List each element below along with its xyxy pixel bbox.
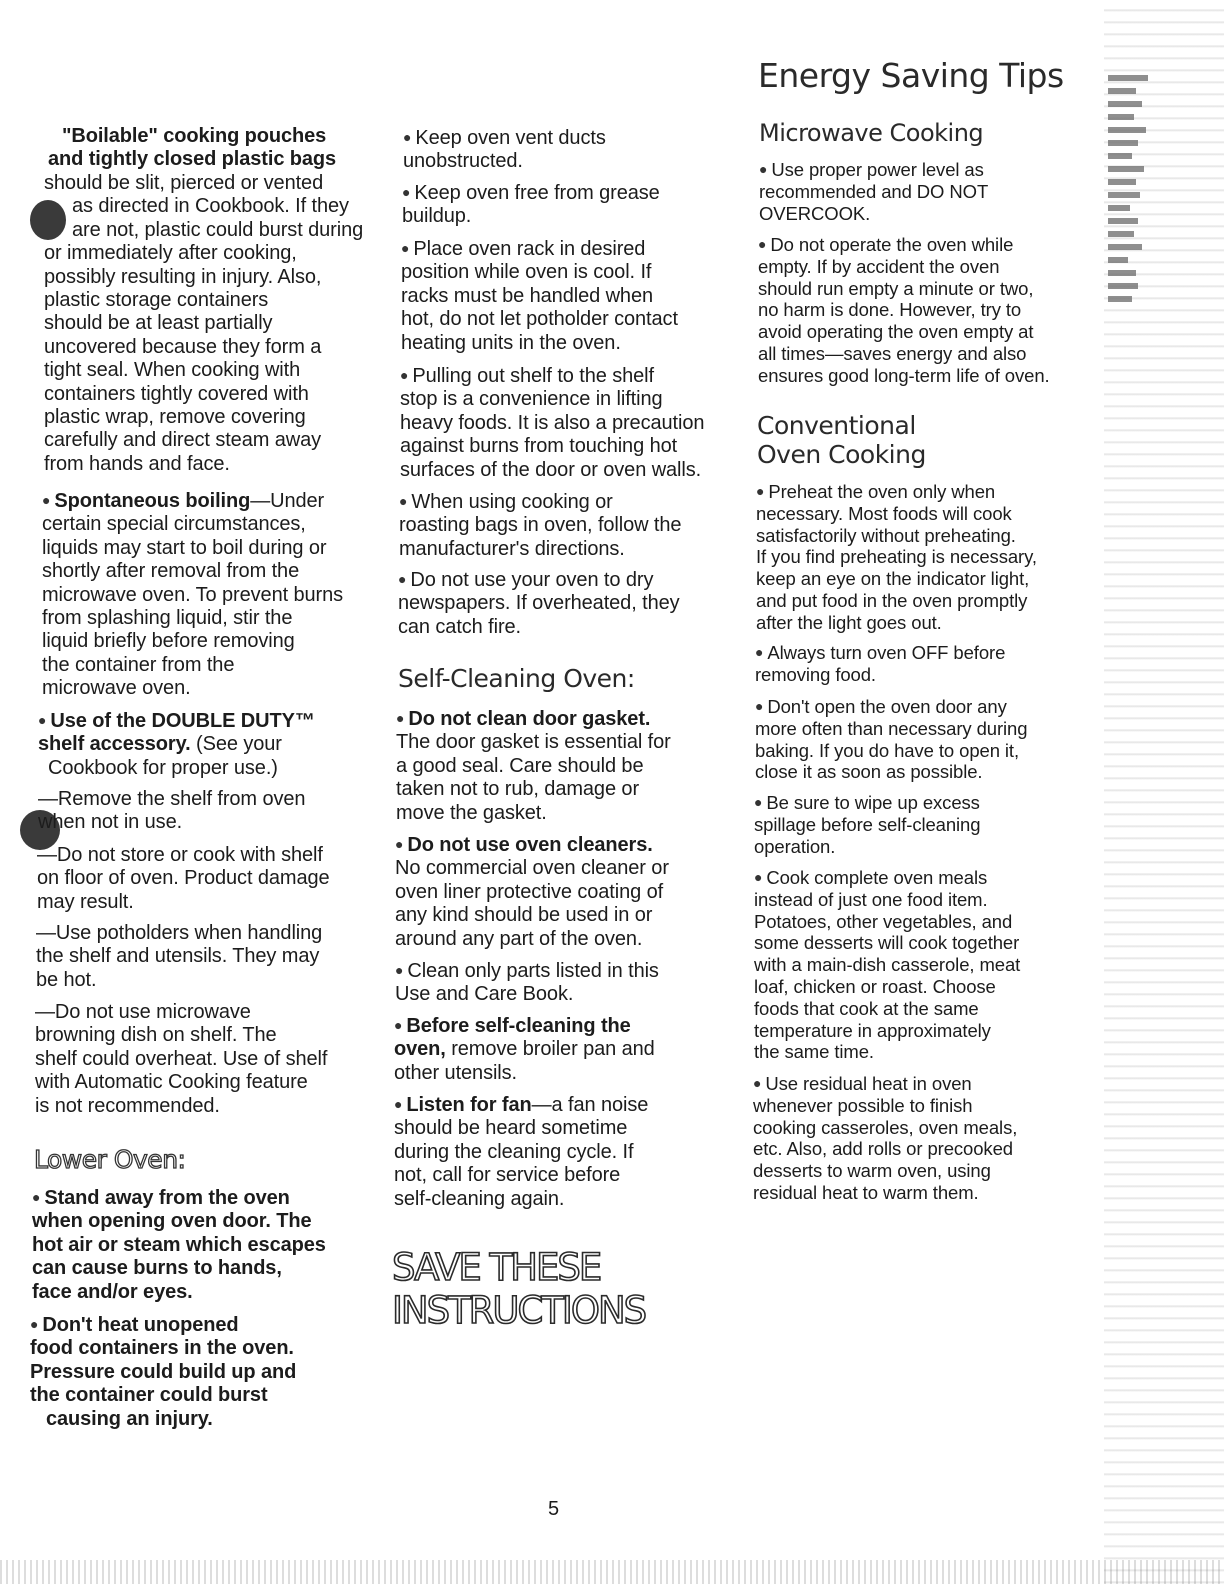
cleaners-lead: Do not use oven cleaners. [407, 834, 653, 856]
bullet-icon: ● [401, 240, 410, 256]
text-line: operation. [754, 835, 836, 857]
spontaneous-tail: —Under [250, 490, 325, 512]
text-line: Place oven rack in desired [413, 238, 646, 260]
text-line: avoid operating the oven empty at [758, 321, 1034, 343]
boilable-body [44, 172, 363, 476]
text-line: satisfactorily without preheating. [756, 524, 1016, 546]
tip-grease [402, 181, 660, 229]
bullet-icon: ● [30, 1316, 39, 1332]
text-line: should be heard sometime [394, 1117, 628, 1140]
text-line: —Use potholders when handling [36, 922, 323, 944]
bullet-icon: ● [394, 1096, 403, 1112]
bullet-icon: ● [396, 710, 405, 726]
text-line: should be slit, pierced or vented [44, 172, 324, 194]
stand-away [32, 1186, 326, 1304]
text-line: heating units in the oven. [401, 331, 621, 354]
text-line: Use and Care Book. [395, 983, 574, 1006]
text-line: Keep oven vent ducts [415, 127, 606, 149]
text-line: some desserts will cook together [754, 932, 1020, 954]
remove-shelf [38, 788, 305, 835]
text-line: after the light goes out. [756, 611, 942, 633]
text-line: heavy foods. It is also a precaution [400, 411, 705, 434]
text-line: When using cooking or [411, 491, 613, 513]
text-line: or immediately after cooking, [44, 242, 297, 265]
text-line: against burns from touching hot [400, 435, 678, 458]
text-line: microwave oven. [42, 677, 191, 700]
text-line: any kind should be used in or [395, 904, 653, 927]
bullet-icon: ● [38, 712, 47, 728]
text-line: liquid briefly before removing [42, 630, 295, 653]
text-line: other utensils. [394, 1061, 518, 1084]
text-line: close it as soon as possible. [755, 761, 983, 783]
text-line: newspapers. If overheated, they [398, 592, 680, 615]
text-line: Do not use your oven to dry [410, 569, 654, 591]
self-cleaning-heading: Self-Cleaning Oven: [398, 664, 635, 693]
double-duty-tail: (See your [190, 733, 282, 756]
text-line: can cause burns to hands, [32, 1257, 282, 1280]
conventional-oven-heading [757, 411, 926, 469]
text-line: self-cleaning again. [394, 1187, 565, 1210]
tip-empty [758, 234, 1050, 387]
do-not-store [37, 844, 330, 914]
double-duty-line-2 [38, 733, 315, 756]
tip-gasket [396, 707, 671, 825]
text-line: as directed in Cookbook. If they [72, 195, 349, 218]
page-title: Energy Saving Tips [758, 56, 1064, 95]
text-line: If you find preheating is necessary, [756, 546, 1037, 568]
text-line: microwave oven. To prevent burns [42, 583, 344, 606]
lower-oven-heading: Lower Oven: [34, 1145, 186, 1174]
spontaneous-boiling [42, 489, 343, 701]
text-line: Pressure could build up and [30, 1360, 297, 1383]
text-line: all times—saves energy and also [758, 342, 1027, 364]
text-line: may result. [37, 890, 134, 913]
bullet-icon: ● [756, 483, 765, 499]
text-line: manufacturer's directions. [399, 537, 625, 560]
listen-lead: Listen for fan [406, 1094, 532, 1116]
text-line: residual heat to warm them. [753, 1181, 979, 1203]
text-line: causing an injury. [46, 1407, 213, 1430]
text-line: Don't heat unopened [42, 1314, 239, 1336]
text-line: with Automatic Cooking feature [35, 1071, 308, 1094]
text-line: Don't open the oven door any [767, 696, 1007, 717]
tip-meals [754, 867, 1020, 1063]
text-line: plastic storage containers [44, 289, 269, 312]
text-line: is not recommended. [35, 1094, 220, 1117]
text-line: unobstructed. [403, 150, 523, 173]
bullet-icon: ● [398, 571, 407, 587]
text-line: and put food in the oven promptly [756, 589, 1028, 611]
tip-cleaners [395, 833, 669, 951]
text-line: removing food. [755, 663, 876, 685]
text-line: Use residual heat in oven [765, 1073, 972, 1094]
text-line: from splashing liquid, stir the [42, 607, 293, 630]
text-line: carefully and direct steam away [44, 429, 322, 452]
text-line: during the cleaning cycle. If [394, 1140, 634, 1163]
tip-power [759, 159, 988, 224]
listen-tail: —a fan noise [531, 1094, 649, 1116]
text-line: when opening oven door. The [32, 1210, 312, 1233]
text-line: loaf, chicken or roast. Choose [754, 975, 996, 997]
text-line: cooking casseroles, oven meals, [753, 1116, 1018, 1138]
text-line: no harm is done. However, try to [758, 299, 1022, 321]
microwave-cooking-heading: Microwave Cooking [759, 119, 984, 147]
browning-dish [35, 1001, 327, 1118]
text-line: more often than necessary during [755, 717, 1028, 739]
tip-rack [401, 237, 678, 355]
text-line: Use proper power level as [771, 159, 984, 180]
boilable-line-2: and tightly closed plastic bags [48, 148, 337, 171]
tip-listen-fan [394, 1093, 648, 1211]
boilable-heading [48, 125, 337, 172]
tip-before-self-cleaning [394, 1014, 655, 1085]
tip-bags [399, 490, 681, 561]
tip-wipe [754, 792, 980, 857]
bullet-icon: ● [754, 794, 763, 810]
text-line: possibly resulting in injury. Also, [44, 265, 322, 288]
text-line: with a main-dish casserole, meat [754, 954, 1021, 976]
text-line: face and/or eyes. [32, 1280, 193, 1303]
text-line: the shelf and utensils. They may [36, 945, 320, 968]
tip-door [755, 696, 1027, 783]
text-line: instead of just one food item. [754, 888, 988, 910]
bullet-icon: ● [42, 492, 51, 508]
text-line: liquids may start to boil during or [42, 536, 327, 559]
tip-clean-only [395, 959, 659, 1007]
bullet-icon: ● [395, 962, 404, 978]
text-line: Do not operate the oven while [770, 234, 1014, 255]
gasket-lead: Do not clean door gasket. [408, 708, 651, 730]
text-line: the container could burst [30, 1384, 268, 1407]
bullet-icon: ● [394, 1017, 403, 1033]
before-tail: remove broiler pan and [445, 1038, 655, 1061]
double-duty-lead: Use of the DOUBLE DUTY™ [50, 710, 315, 732]
bullet-icon: ● [32, 1189, 41, 1205]
text-line: certain special circumstances, [42, 513, 306, 536]
bullet-icon: ● [395, 836, 404, 852]
text-line: oven liner protective coating of [395, 880, 664, 903]
text-line: Clean only parts listed in this [407, 960, 659, 982]
text-line: surfaces of the door or oven walls. [400, 458, 702, 481]
conventional-line-1: Conventional [757, 411, 916, 440]
text-line: —Do not use microwave [35, 1001, 251, 1023]
use-potholders [36, 922, 322, 992]
bullet-icon: ● [403, 129, 412, 145]
tip-pulling [400, 364, 704, 482]
text-line: temperature in approximately [754, 1019, 991, 1041]
double-duty-line-1 [38, 709, 315, 733]
text-line: —Do not store or cook with shelf [37, 844, 323, 866]
dont-heat-unopened [30, 1313, 296, 1431]
bullet-icon: ● [399, 493, 408, 509]
text-line: spillage before self-cleaning [754, 813, 981, 835]
text-line: tight seal. When cooking with [44, 359, 301, 382]
text-line: baking. If you do have to open it, [755, 739, 1020, 761]
text-line: a good seal. Care should be [396, 754, 644, 777]
text-line: stop is a convenience in lifting [400, 388, 663, 411]
text-line: be hot. [36, 968, 97, 991]
double-duty-lead-2: shelf accessory. [38, 733, 191, 756]
save-line-2: INSTRUCTIONS [392, 1289, 646, 1332]
text-line: OVERCOOK. [759, 202, 871, 224]
text-line: browning dish on shelf. The [35, 1024, 277, 1047]
before-lead-2: oven, [394, 1038, 446, 1061]
text-line: should be at least partially [44, 312, 273, 335]
text-line: Be sure to wipe up excess [766, 792, 980, 813]
text-line: when not in use. [38, 811, 183, 834]
text-line: not, call for service before [394, 1164, 621, 1187]
text-line: —Remove the shelf from oven [38, 788, 306, 810]
text-line: around any part of the oven. [395, 927, 643, 950]
text-line: taken not to rub, damage or [396, 778, 640, 801]
scan-edge-marks [1108, 75, 1168, 309]
save-line-1: SAVE THESE [392, 1246, 601, 1289]
text-line: the container from the [42, 653, 235, 676]
text-line: plastic wrap, remove covering [44, 406, 306, 429]
text-line: Cook complete oven meals [766, 867, 988, 888]
tip-residual [753, 1073, 1017, 1204]
bullet-icon: ● [755, 698, 764, 714]
text-line: No commercial oven cleaner or [395, 857, 669, 880]
text-line: Keep oven free from grease [414, 182, 660, 204]
text-line: recommended and DO NOT [759, 180, 989, 202]
tip-off [755, 642, 1005, 686]
text-line: from hands and face. [44, 452, 230, 475]
text-line: Cookbook for proper use.) [48, 756, 278, 779]
text-line: foods that cook at the same [754, 997, 979, 1019]
text-line: desserts to warm oven, using [753, 1160, 991, 1182]
text-line: containers tightly covered with [44, 382, 309, 405]
text-line: whenever possible to finish [753, 1094, 973, 1116]
bullet-icon: ● [400, 367, 409, 383]
before-lead: Before self-cleaning the [406, 1015, 631, 1037]
tip-preheat [756, 481, 1037, 634]
text-line: The door gasket is essential for [396, 731, 671, 754]
text-line: food containers in the oven. [30, 1337, 294, 1360]
bullet-icon: ● [754, 869, 763, 885]
tip-dry [398, 568, 680, 639]
text-line: keep an eye on the indicator light, [756, 568, 1030, 590]
bullet-icon: ● [402, 184, 411, 200]
bullet-icon: ● [759, 161, 768, 177]
text-line: should run empty a minute or two, [758, 277, 1034, 299]
text-line: are not, plastic could burst during [72, 218, 364, 241]
text-line: Stand away from the oven [44, 1187, 290, 1209]
text-line: position while oven is cool. If [401, 261, 652, 284]
scan-bottom-strip [0, 1560, 1224, 1584]
spontaneous-lead: Spontaneous boiling [54, 490, 251, 512]
bullet-icon: ● [755, 644, 764, 660]
save-instructions-heading [392, 1246, 645, 1332]
text-line: on floor of oven. Product damage [37, 867, 330, 890]
boilable-line-1: "Boilable" cooking pouches [62, 125, 327, 147]
text-line: buildup. [402, 205, 472, 228]
text-line: hot, do not let potholder contact [401, 308, 678, 331]
page-number: 5 [548, 1498, 560, 1520]
text-line: ensures good long-term life of oven. [758, 364, 1050, 386]
conventional-line-2: Oven Cooking [757, 440, 926, 469]
text-line: roasting bags in oven, follow the [399, 514, 682, 537]
text-line: move the gasket. [396, 801, 547, 824]
text-line: shelf could overheat. Use of shelf [35, 1047, 328, 1070]
text-line: racks must be handled when [401, 284, 653, 307]
bullet-icon: ● [753, 1075, 762, 1091]
tip-vent [403, 126, 606, 174]
text-line: necessary. Most foods will cook [756, 502, 1012, 524]
text-line: Always turn oven OFF before [767, 642, 1006, 663]
text-line: empty. If by accident the oven [758, 255, 1000, 277]
double-duty-shelf [38, 709, 315, 780]
text-line: Pulling out shelf to the shelf [412, 365, 654, 387]
bullet-icon: ● [758, 236, 767, 252]
text-line: can catch fire. [398, 615, 522, 638]
text-line: hot air or steam which escapes [32, 1233, 326, 1256]
text-line: shortly after removal from the [42, 560, 300, 583]
text-line: Potatoes, other vegetables, and [754, 910, 1013, 932]
text-line: Preheat the oven only when [768, 481, 996, 502]
text-line: etc. Also, add rolls or precooked [753, 1138, 1013, 1160]
text-line: uncovered because they form a [44, 335, 322, 358]
spontaneous-lead-line [42, 489, 343, 513]
text-line: the same time. [754, 1041, 874, 1063]
